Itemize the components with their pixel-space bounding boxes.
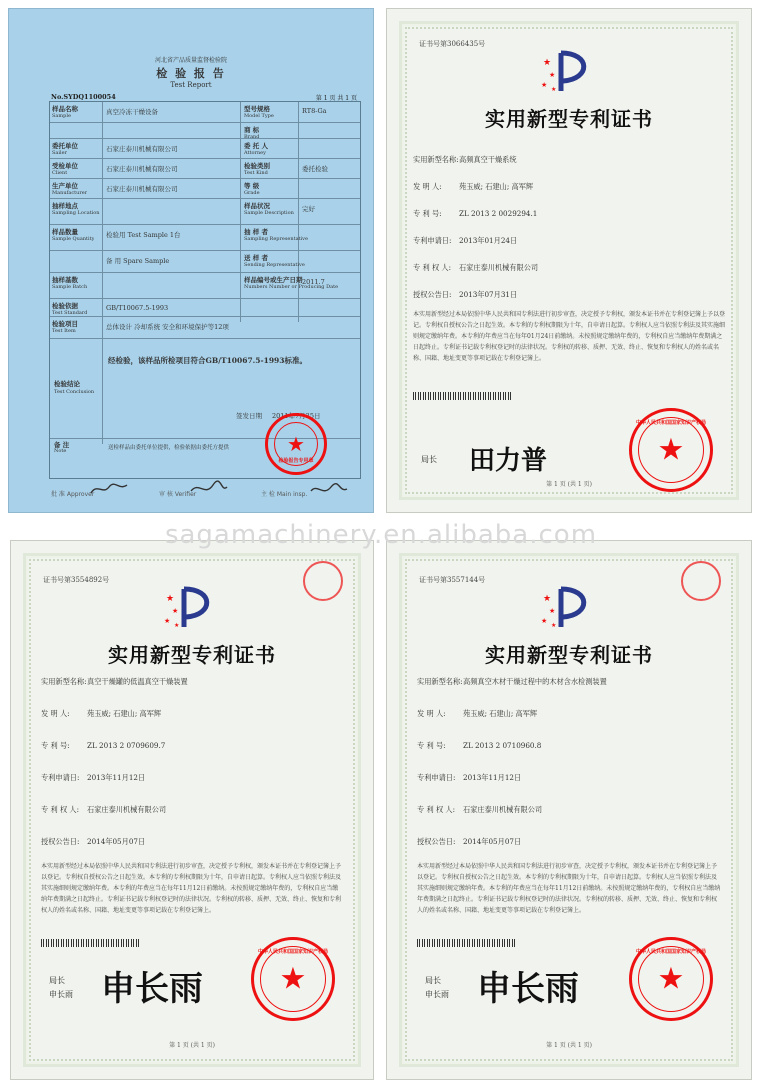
report-field-value: 石家庄泰川机械有限公司 bbox=[106, 165, 178, 173]
report-field-label: 抽 样 者 bbox=[244, 228, 269, 236]
report-title-en: Test Report bbox=[170, 81, 212, 89]
official-seal: ★ 中华人民共和国国家知识产权局 bbox=[251, 937, 335, 1021]
report-field-label: 抽样地点 bbox=[52, 202, 78, 210]
grant-date-value: 2013年07月31日 bbox=[459, 290, 518, 299]
director-label: 局长 bbox=[421, 455, 437, 464]
report-field-label-en: Sampling Location bbox=[52, 210, 100, 216]
approver-signature bbox=[89, 479, 129, 499]
patent-holder-label: 专 利 权 人: bbox=[413, 263, 452, 272]
grant-date-value: 2014年05月07日 bbox=[463, 837, 522, 846]
main-inspector-label: 主 检 Main insp. bbox=[261, 491, 308, 498]
certificate-title: 实用新型专利证书 bbox=[485, 643, 653, 667]
patent-number-value: ZL 2013 2 0709609.7 bbox=[87, 741, 166, 750]
svg-text:★: ★ bbox=[164, 617, 171, 625]
conclusion-text: 经检验，该样品所检项目符合GB/T10067.5-1993标准。 bbox=[108, 356, 307, 365]
report-row bbox=[50, 250, 360, 272]
report-field-label: 检验依据 bbox=[52, 302, 78, 310]
report-row bbox=[50, 158, 360, 178]
patent-holder-label: 专 利 权 人: bbox=[41, 805, 80, 814]
report-row bbox=[50, 138, 360, 158]
inventor-value: 苑玉威; 石建山; 高军辉 bbox=[87, 709, 162, 718]
inspector-signature bbox=[309, 481, 349, 499]
report-field-label: 送 样 者 bbox=[244, 254, 269, 262]
utility-name-value: 高频真空木材干燥过程中的木材含水检测装置 bbox=[463, 677, 607, 686]
sign-date: 2011年7月25日 bbox=[272, 412, 321, 420]
report-field-label: 检验类别 bbox=[244, 162, 270, 170]
seal-text: 中华人民共和国国家知识产权局 bbox=[635, 949, 706, 955]
report-row bbox=[50, 316, 360, 338]
patent-holder-value: 石家庄泰川机械有限公司 bbox=[463, 805, 543, 814]
report-row bbox=[50, 102, 360, 122]
report-field-label-en: Sailer bbox=[52, 150, 67, 156]
report-field-value: 总体设计 冷却系统 安全和环境保护等12项 bbox=[106, 323, 229, 331]
patent-number-label: 专 利 号: bbox=[417, 741, 446, 750]
report-field-label: 委 托 人 bbox=[244, 142, 269, 150]
certificate-body-text: 本实用新型经过本局依照中华人民共和国专利法进行初步审查，决定授予专利权，颁发本证书并在专利登记簿上予以登记。专利权自授权公告之日起生效。本专利的专利权期限为十年，自申请日起算。专利权人应当依照专利法及其实施细则规定缴纳年费。本专利的年费应当在每年11月12日前缴纳。未按照规定缴纳年费的，专利权自应当缴纳年费期满之日起终止。专利证书记载专利权登记时的法律状况。专利权的转移、质押、无效、终止、恢复和专利权人的姓名或名称、国籍、地址变更等事项记载在专利登记簿上。 bbox=[417, 863, 721, 914]
report-field-label: 样品数量 bbox=[52, 228, 78, 236]
report-field-label: 样品名称 bbox=[52, 105, 78, 113]
sign-date-label: 签发日期 bbox=[236, 412, 262, 420]
report-field-label-en: Test Item bbox=[52, 328, 76, 334]
report-field-value: 2011.7 bbox=[302, 278, 325, 286]
svg-text:★: ★ bbox=[541, 81, 548, 89]
inventor-label: 发 明 人: bbox=[413, 182, 442, 191]
report-field-value: GB/T10067.5-1993 bbox=[106, 304, 169, 312]
page-footer: 第 1 页 (共 1 页) bbox=[546, 1042, 592, 1049]
report-field-label: 抽样基数 bbox=[52, 276, 78, 284]
report-field-label-en: Sample Description bbox=[244, 210, 294, 216]
report-field-label-en: Numbers Number or Producing Date bbox=[244, 284, 339, 290]
director-label: 局长 bbox=[49, 976, 65, 985]
utility-name-label: 实用新型名称: bbox=[41, 677, 87, 686]
report-field-value: 委托检验 bbox=[302, 165, 328, 173]
report-field-label: 检验项目 bbox=[52, 320, 78, 328]
barcode bbox=[413, 392, 513, 400]
director-signature: 申长雨 bbox=[477, 969, 579, 1009]
cnipa-logo-icon bbox=[539, 47, 599, 97]
application-date-label: 专利申请日: bbox=[417, 773, 456, 782]
report-field-label: 委托单位 bbox=[52, 142, 78, 150]
utility-name-label: 实用新型名称: bbox=[413, 155, 459, 164]
report-field-label-en: Brand bbox=[244, 134, 260, 140]
inventor-value: 苑玉威; 石建山; 高军辉 bbox=[459, 182, 534, 191]
utility-name-value: 高频真空干燥系统 bbox=[459, 155, 517, 164]
utility-name-label: 实用新型名称: bbox=[417, 677, 463, 686]
report-field-label-en: Test Kind bbox=[244, 170, 268, 176]
certificate-title: 实用新型专利证书 bbox=[108, 643, 276, 667]
certificate-number: 证书号第3557144号 bbox=[419, 576, 486, 584]
report-field-label-en: Sending Representative bbox=[244, 262, 305, 268]
report-field-label: 受检单位 bbox=[52, 162, 78, 170]
patent-number-value: ZL 2013 2 0029294.1 bbox=[459, 209, 538, 218]
application-date-value: 2013年01月24日 bbox=[459, 236, 518, 245]
certificate-title: 实用新型专利证书 bbox=[485, 107, 653, 131]
report-official-seal: ★ 检验报告专用章 bbox=[265, 413, 327, 475]
report-field-label: 等 级 bbox=[244, 182, 260, 190]
svg-text:★: ★ bbox=[543, 594, 552, 604]
conclusion-label-en: Test Conclusion bbox=[54, 389, 95, 395]
report-field-label-en: Model Type bbox=[244, 113, 274, 119]
verifier-label: 审 核 Verifier bbox=[159, 491, 197, 498]
report-number: No.SYDQ1100054 bbox=[51, 93, 116, 101]
patent-number-label: 专 利 号: bbox=[413, 209, 442, 218]
director-name: 申长雨 bbox=[425, 990, 449, 999]
report-row bbox=[50, 178, 360, 198]
svg-text:★: ★ bbox=[551, 622, 557, 629]
report-field-value: 完好 bbox=[302, 205, 315, 213]
report-field-label-en: Sample Batch bbox=[52, 284, 88, 290]
barcode bbox=[417, 939, 517, 947]
watermark-text: sagamachinery.en.alibaba.com bbox=[164, 520, 598, 550]
svg-text:★: ★ bbox=[172, 607, 179, 615]
report-field-label: 样品状况 bbox=[244, 202, 270, 210]
report-field-value: 真空冷冻干燥设备 bbox=[106, 108, 158, 116]
verifier-signature bbox=[189, 479, 229, 499]
seal-text: 中华人民共和国国家知识产权局 bbox=[635, 420, 706, 426]
inventor-label: 发 明 人: bbox=[417, 709, 446, 718]
report-field-value: 石家庄泰川机械有限公司 bbox=[106, 185, 178, 193]
small-stamp bbox=[303, 561, 343, 601]
certificate-number: 证书号第3554892号 bbox=[43, 576, 110, 584]
report-field-label-en: Grade bbox=[244, 190, 260, 196]
patent-number-label: 专 利 号: bbox=[41, 741, 70, 750]
report-field-label-en: Sample bbox=[52, 113, 71, 119]
report-row bbox=[50, 224, 360, 250]
application-date-value: 2013年11月12日 bbox=[463, 773, 522, 782]
barcode bbox=[41, 939, 141, 947]
report-row bbox=[50, 122, 360, 138]
report-field-label: 商 标 bbox=[244, 126, 260, 134]
application-date-value: 2013年11月12日 bbox=[87, 773, 146, 782]
report-field-label-en: Sampling Representative bbox=[244, 236, 308, 242]
note-label: 备 注 bbox=[54, 441, 70, 449]
svg-text:★: ★ bbox=[541, 617, 548, 625]
official-seal: ★ 中华人民共和国国家知识产权局 bbox=[629, 408, 713, 492]
svg-text:★: ★ bbox=[543, 58, 552, 68]
svg-text:★: ★ bbox=[549, 607, 556, 615]
svg-text:★: ★ bbox=[174, 622, 180, 629]
small-stamp bbox=[681, 561, 721, 601]
director-signature: 申长雨 bbox=[101, 969, 203, 1009]
report-field-value: 检验用 Test Sample 1台 bbox=[106, 231, 181, 239]
report-field-label-en: Client bbox=[52, 170, 68, 176]
patent-number-value: ZL 2013 2 0710960.8 bbox=[463, 741, 542, 750]
approver-label: 批 准 Approver bbox=[51, 491, 95, 498]
utility-name-value: 真空干燥罐的低温真空干燥装置 bbox=[87, 677, 188, 686]
report-title: 检 验 报 告 bbox=[156, 67, 226, 80]
patent-holder-value: 石家庄泰川机械有限公司 bbox=[459, 263, 539, 272]
grant-date-label: 授权公告日: bbox=[413, 290, 452, 299]
report-field-label-en: Attorney bbox=[244, 150, 266, 156]
grant-date-label: 授权公告日: bbox=[417, 837, 456, 846]
report-field-label-en: Manufacturer bbox=[52, 190, 88, 196]
report-field-value: 备 用 Spare Sample bbox=[106, 257, 170, 265]
director-signature: 田力普 bbox=[469, 446, 548, 476]
patent-certificate-1 bbox=[386, 8, 752, 513]
report-field-label: 型号规格 bbox=[244, 105, 270, 113]
report-issuer: 河北省产品质量监督检验院 bbox=[154, 57, 227, 64]
seal-text: 中华人民共和国国家知识产权局 bbox=[257, 949, 328, 955]
patent-certificate-2 bbox=[10, 540, 374, 1080]
patent-holder-value: 石家庄泰川机械有限公司 bbox=[87, 805, 167, 814]
certificate-body-text: 本实用新型经过本局依照中华人民共和国专利法进行初步审查，决定授予专利权，颁发本证书并在专利登记簿上予以登记。专利权自授权公告之日起生效。本专利的专利权期限为十年，自申请日起算。专利权人应当依照专利法及其实施细则规定缴纳年费。本专利的年费应当在每年11月12日前缴纳。未按照规定缴纳年费的，专利权自应当缴纳年费期满之日起终止。专利证书记载专利权登记时的法律状况。专利权的转移、质押、无效、终止、恢复和专利权人的姓名或名称、国籍、地址变更等事项记载在专利登记簿上。 bbox=[41, 863, 342, 914]
patent-holder-label: 专 利 权 人: bbox=[417, 805, 456, 814]
grant-date-label: 授权公告日: bbox=[41, 837, 80, 846]
report-field-value: RT8-Ga bbox=[302, 107, 327, 115]
patent-certificate-3 bbox=[386, 540, 752, 1080]
report-row bbox=[50, 272, 360, 298]
conclusion-label: 检验结论 bbox=[54, 380, 80, 388]
report-field-label: 样品编号或生产日期 bbox=[244, 276, 303, 284]
page-footer: 第 1 页 (共 1 页) bbox=[546, 481, 592, 488]
official-seal: ★ 中华人民共和国国家知识产权局 bbox=[629, 937, 713, 1021]
note-text: 送检样品由委托单位提供，检验依据由委托方提供 bbox=[108, 445, 230, 451]
report-field-label-en: Test Standard bbox=[52, 310, 88, 316]
inventor-label: 发 明 人: bbox=[41, 709, 70, 718]
note-label-en: Note bbox=[54, 448, 67, 454]
director-name: 申长雨 bbox=[49, 990, 73, 999]
svg-text:★: ★ bbox=[551, 86, 557, 93]
certificate-number: 证书号第3066435号 bbox=[419, 40, 486, 48]
report-row bbox=[50, 298, 360, 316]
test-report-document bbox=[8, 8, 374, 513]
director-label: 局长 bbox=[425, 976, 441, 985]
grant-date-value: 2014年05月07日 bbox=[87, 837, 146, 846]
report-field-label-en: Sample Quantity bbox=[52, 236, 95, 242]
svg-text:★: ★ bbox=[549, 71, 556, 79]
inventor-value: 苑玉威; 石建山; 高军辉 bbox=[463, 709, 538, 718]
page-footer: 第 1 页 (共 1 页) bbox=[169, 1042, 215, 1049]
report-page: 第 1 页 共 1 页 bbox=[315, 95, 357, 102]
cnipa-logo-icon bbox=[539, 583, 599, 633]
svg-text:★: ★ bbox=[166, 594, 175, 604]
application-date-label: 专利申请日: bbox=[413, 236, 452, 245]
report-field-label: 生产单位 bbox=[52, 182, 78, 190]
report-field-value: 石家庄泰川机械有限公司 bbox=[106, 145, 178, 153]
certificate-body-text: 本实用新型经过本局依照中华人民共和国专利法进行初步审查，决定授予专利权，颁发本证书并在专利登记簿上予以登记。专利权自授权公告之日起生效。本专利的专利权期限为十年，自申请日起算。专利权人应当依照专利法及其实施细则规定缴纳年费。本专利的年费应当在每年01月24日前缴纳。未按照规定缴纳年费的，专利权自应当缴纳年费期满之日起终止。专利证书记载专利权登记时的法律状况。专利权的转移、质押、无效、终止、恢复和专利权人的姓名或名称、国籍、地址变更等事项记载在专利登记簿上。 bbox=[413, 311, 726, 362]
cnipa-logo-icon bbox=[162, 583, 222, 633]
report-row bbox=[50, 198, 360, 224]
application-date-label: 专利申请日: bbox=[41, 773, 80, 782]
